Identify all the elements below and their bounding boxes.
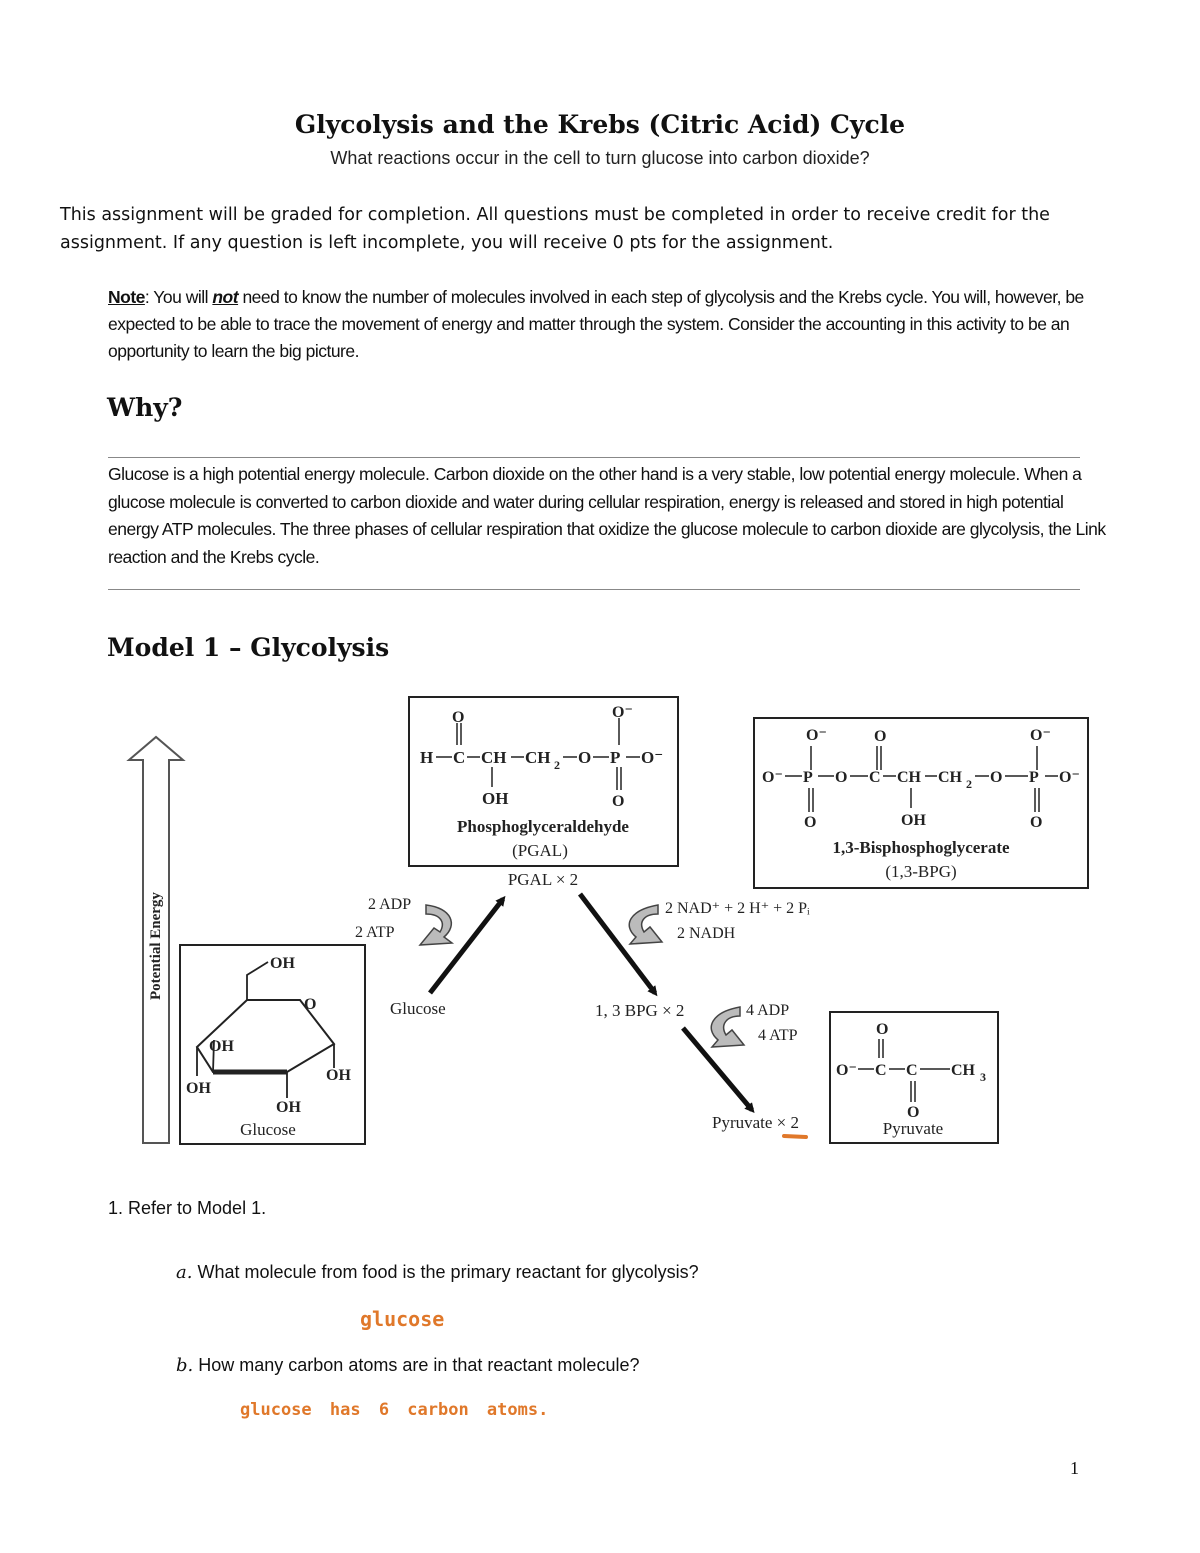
bpg-p2: P — [1029, 769, 1039, 786]
note-emphasis: not — [212, 287, 239, 307]
bpg-left-ominus: O⁻ — [762, 769, 783, 786]
question-1b-letter: b. — [176, 1355, 194, 1376]
glucose-oh-2: OH — [326, 1067, 351, 1084]
pyr-c1: C — [875, 1062, 887, 1079]
question-1b — [176, 1355, 639, 1376]
pgal-oh: OH — [482, 789, 509, 808]
pgal-o: O — [578, 748, 592, 767]
pyruvate-name: Pyruvate — [882, 1119, 944, 1138]
pyruvate-box — [830, 1012, 998, 1143]
pyr-o-bottom: O — [907, 1104, 920, 1121]
pyruvate-count: Pyruvate × 2 — [712, 1113, 800, 1132]
step1-in: 2 ADP — [368, 896, 412, 913]
answer-1a: glucose — [360, 1307, 445, 1331]
curved-arrow-step3 — [711, 1007, 744, 1047]
pyr-o-top: O — [876, 1021, 889, 1038]
question-1b-text: How many carbon atoms are in that reactant molecule? — [193, 1355, 640, 1375]
glucose-oh-4: OH — [276, 1099, 301, 1116]
answer-1b: glucose has 6 carbon atoms. — [240, 1400, 549, 1420]
pgal-p: P — [610, 748, 621, 767]
pgal-count: PGAL × 2 — [507, 870, 579, 889]
pgal-bottom-o: O — [612, 793, 625, 810]
bpg-abbr: (1,3-BPG) — [885, 862, 957, 881]
potential-energy-axis — [129, 737, 183, 1143]
pyr-ch3: CH — [951, 1062, 975, 1079]
bpg-o2: O — [874, 728, 887, 745]
curved-arrow-step1 — [420, 905, 452, 945]
question-1a-letter: a. — [176, 1262, 193, 1283]
bpg-o5: O — [990, 769, 1003, 786]
step2-out: 2 NADH — [677, 925, 736, 942]
pgal-ch2-sub: 2 — [554, 758, 560, 772]
why-heading: Why? — [107, 393, 183, 422]
note-label: Note — [108, 287, 145, 307]
glucose-oh-1: OH — [209, 1038, 234, 1055]
bpg-ch2-sub: 2 — [966, 777, 972, 791]
bpg-p1: P — [803, 769, 813, 786]
grading-note: This assignment will be graded for completion. All questions must be completed in order to receive credit for the assignment. If any question is left incomplete, you will receive 0 pts for the assignment. — [60, 205, 1050, 253]
bpg-o3: O⁻ — [1030, 727, 1051, 744]
pgal-top-o: O — [452, 709, 465, 726]
pgal-abbr: (PGAL) — [512, 841, 568, 860]
bpg-box — [754, 718, 1088, 888]
bpg-name: 1,3-Bisphosphoglycerate — [832, 838, 1010, 857]
curved-arrow-step2 — [629, 905, 662, 944]
pgal-ch2: CH — [525, 748, 551, 767]
pgal-right-ominus: O⁻ — [641, 748, 664, 767]
bpg-o6: O — [804, 814, 817, 831]
note-after: need to know the number of molecules involved in each step of glycolysis and the Krebs cycle. You will, however, be expected to be able to trace the movement of energy and matter through the system. Consider the accounting in this activity to be an opportunity to learn the big picture. — [108, 287, 1084, 361]
note-before: : You will — [144, 287, 213, 307]
bpg-oh: OH — [901, 812, 926, 829]
pyr-c2: C — [906, 1062, 918, 1079]
pgal-name: Phosphoglyceraldehyde — [457, 817, 629, 836]
step2-in: 2 NAD⁺ + 2 H⁺ + 2 Pᵢ — [665, 900, 810, 917]
question-1: 1. Refer to Model 1. — [108, 1198, 267, 1218]
pyr-ch3-sub: 3 — [980, 1070, 986, 1084]
pgal-ch: CH — [481, 748, 507, 767]
bpg-right-ominus: O⁻ — [1059, 769, 1080, 786]
step1-out: 2 ATP — [355, 924, 395, 941]
glucose-oh-3: OH — [186, 1080, 211, 1097]
glucose-oh-top: OH — [270, 955, 295, 972]
step3-out: 4 ATP — [758, 1027, 798, 1044]
bpg-o7: O — [1030, 814, 1043, 831]
potential-energy-label: Potential Energy — [148, 892, 164, 1000]
glucose-name: Glucose — [240, 1120, 296, 1139]
pyruvate-underline-mark — [784, 1136, 806, 1137]
question-1a — [176, 1262, 699, 1283]
page-number: 1 — [1070, 1458, 1079, 1478]
bpg-c: C — [869, 769, 881, 786]
glucose-box — [180, 945, 365, 1144]
pyr-ominus: O⁻ — [836, 1062, 857, 1079]
bpg-o1: O⁻ — [806, 727, 827, 744]
step3-in: 4 ADP — [746, 1002, 790, 1019]
bpg-o4: O — [835, 769, 848, 786]
pgal-h: H — [420, 748, 434, 767]
bpg-count: 1, 3 BPG × 2 — [595, 1001, 685, 1020]
model1-heading: Model 1 – Glycolysis — [107, 633, 390, 662]
glucose-ring-o: O — [304, 996, 317, 1013]
page-title: Glycolysis and the Krebs (Citric Acid) Cycle — [294, 110, 906, 139]
page-subtitle: What reactions occur in the cell to turn glucose into carbon dioxide? — [330, 148, 870, 168]
bpg-ch: CH — [897, 769, 921, 786]
why-text: Glucose is a high potential energy molecule. Carbon dioxide on the other hand is a very stable, low potential energy molecule. When a glucose molecule is converted to carbon dioxide and water during cellular respiration, energy is released and stored in high potential energy ATP molecules. The three phases of cellular respiration that oxidize the glucose molecule to carbon dioxide are glycolysis, the Link reaction and the Krebs cycle. — [108, 464, 1106, 567]
pgal-top-ominus: O⁻ — [612, 704, 633, 721]
bpg-ch2: CH — [938, 769, 962, 786]
question-1a-text: What molecule from food is the primary reactant for glycolysis? — [192, 1262, 699, 1282]
pgal-c: C — [453, 748, 466, 767]
glucose-flow-label: Glucose — [390, 999, 446, 1018]
pgal-box — [409, 697, 678, 866]
